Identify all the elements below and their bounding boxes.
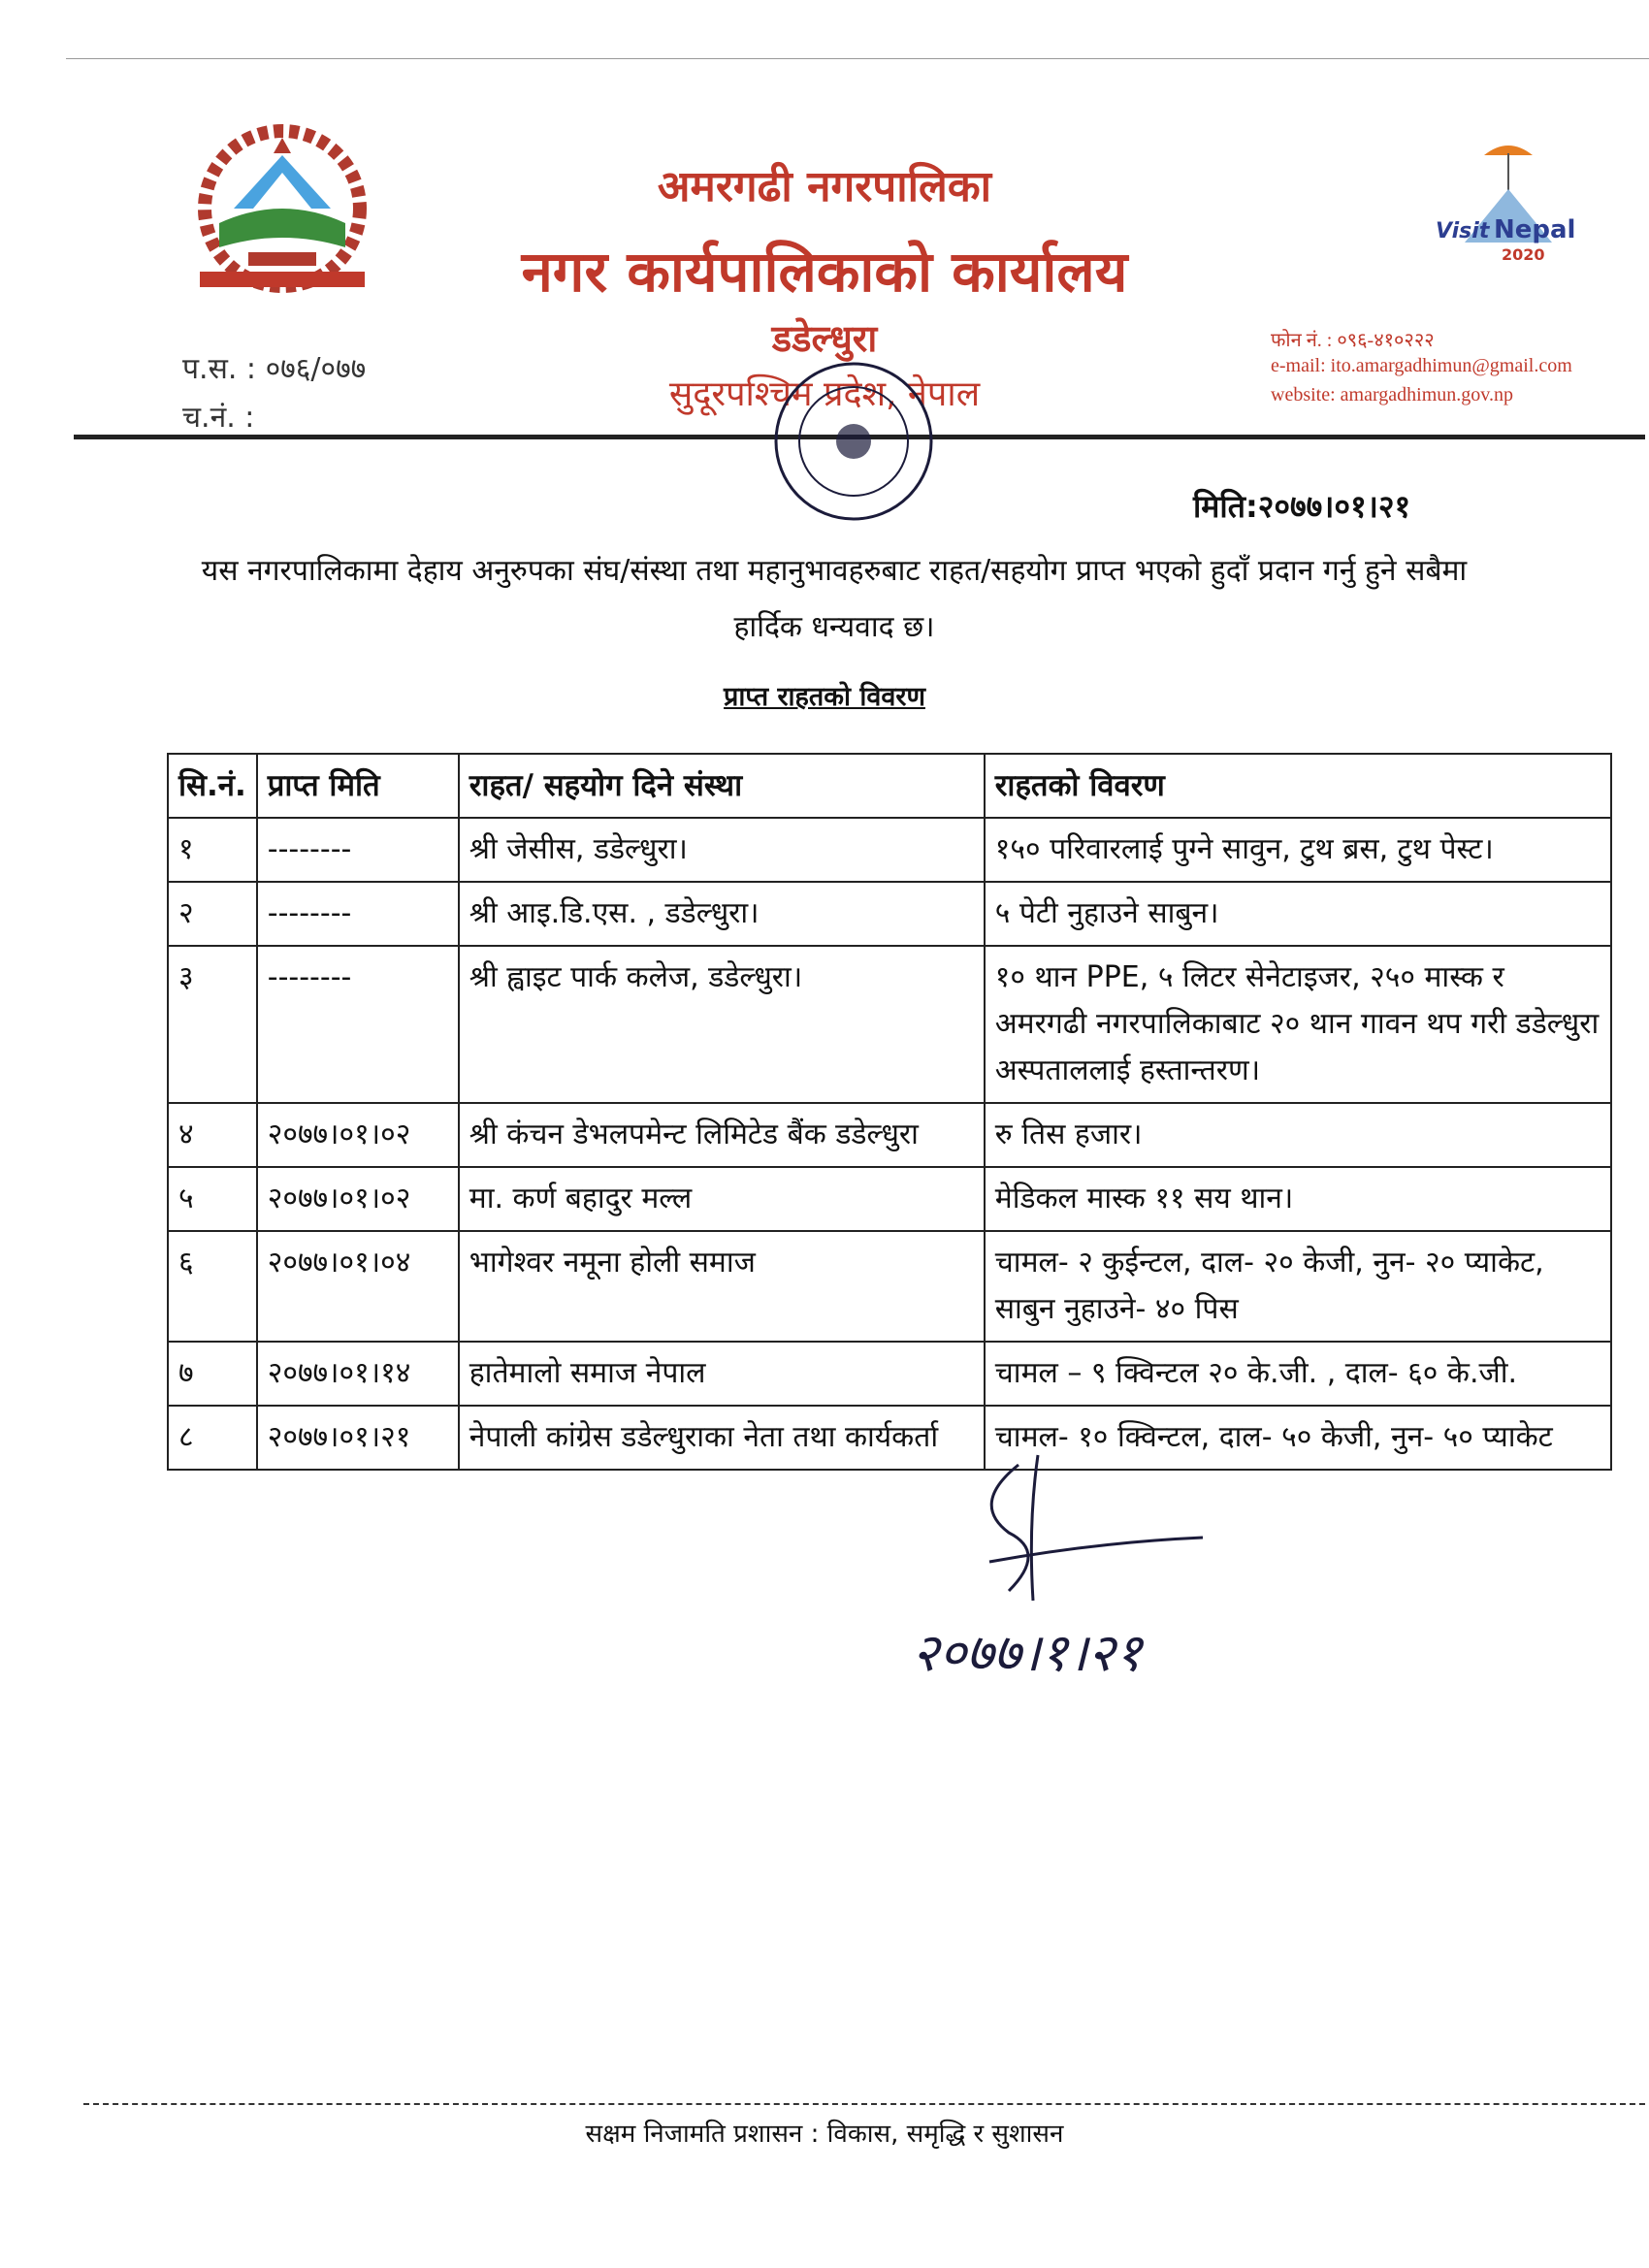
table-row: [168, 946, 1611, 1103]
reference-number: प.स. : ०७६/०७७: [182, 352, 367, 386]
top-rule: [66, 58, 1649, 59]
cell-organization: श्री आइ.डि.एस. , डडेल्धुरा।: [459, 882, 985, 946]
header-date: प्राप्त मिति: [257, 754, 459, 818]
cell-serial: ७: [168, 1342, 257, 1406]
cell-serial: ८: [168, 1406, 257, 1470]
cell-organization: श्री ह्वाइट पार्क कलेज, डडेल्धुरा।: [459, 946, 985, 1103]
intro-paragraph: यस नगरपालिकामा देहाय अनुरुपका संघ/संस्था तथा महानुभावहरुबाट राहत/सहयोग प्राप्त भएको हुदाँ प्रदान गर्नु हुने सबैमा हार्दिक धन्यवाद छ।: [201, 554, 1468, 644]
dispatch-number: च.नं. :: [182, 401, 255, 435]
header-relief-detail: राहतको विवरण: [985, 754, 1611, 818]
cell-detail: चामल- २ कुईन्टल, दाल- २० केजी, नुन- २० प्याकेट, साबुन नुहाउने- ४० पिस: [985, 1231, 1611, 1342]
cell-organization: नेपाली कांग्रेस डडेल्धुराका नेता तथा कार्यकर्ता: [459, 1406, 985, 1470]
cell-serial: ६: [168, 1231, 257, 1342]
cell-serial: २: [168, 882, 257, 946]
cell-organization: हातेमालो समाज नेपाल: [459, 1342, 985, 1406]
cell-date: --------: [257, 882, 459, 946]
cell-detail: चामल- १० क्विन्टल, दाल- ५० केजी, नुन- ५० प्याकेट: [985, 1406, 1611, 1470]
municipality-title: अमरगढी नगरपालिका: [657, 162, 992, 211]
cell-detail: रु तिस हजार।: [985, 1103, 1611, 1167]
table-row: [168, 1342, 1611, 1406]
cell-detail: चामल – ९ क्विन्टल २० के.जी. , दाल- ६० के.जी.: [985, 1342, 1611, 1406]
svg-text:2020: 2020: [1502, 245, 1545, 264]
email-text: e-mail: ito.amargadhimun@gmail.com: [1271, 355, 1572, 376]
svg-text:Nepal: Nepal: [1494, 215, 1576, 244]
table-row: [168, 818, 1611, 882]
cell-date: २०७७।०१।२१: [257, 1406, 459, 1470]
cell-date: --------: [257, 818, 459, 882]
cell-detail: १० थान PPE, ५ लिटर सेनेटाइजर, २५० मास्क र अमरगढी नगरपालिकाबाट २० थान गावन थप गरी डडेल्धुरा अस्पताललाई हस्तान्तरण।: [985, 946, 1611, 1103]
office-title: नगर कार्यपालिकाको कार्यालय: [521, 239, 1128, 305]
table-row: [168, 1231, 1611, 1342]
signature-date: २०७७।१।२१: [912, 1622, 1143, 1683]
subtitle-text: प्राप्त राहतको विवरण: [724, 682, 925, 712]
visit-nepal-logo-icon: [1426, 136, 1591, 272]
svg-text:Visit: Visit: [1436, 219, 1490, 243]
cell-detail: १५० परिवारलाई पुग्ने सावुन, टुथ ब्रस, टुथ पेस्ट।: [985, 818, 1611, 882]
province-title: सुदूरपश्चिम प्रदेश, नेपाल: [668, 374, 981, 414]
cell-serial: ४: [168, 1103, 257, 1167]
website-text: website: amargadhimun.gov.np: [1271, 384, 1513, 405]
table-row: [168, 882, 1611, 946]
cell-detail: मेडिकल मास्क ११ सय थान।: [985, 1167, 1611, 1231]
cell-date: २०७७।०१।०४: [257, 1231, 459, 1342]
cell-organization: श्री कंचन डेभलपमेन्ट लिमिटेड बैंक डडेल्धुरा: [459, 1103, 985, 1167]
table-row: [168, 1103, 1611, 1167]
table-header-row: [168, 754, 1611, 818]
header-serial: सि.नं.: [168, 754, 257, 818]
handwritten-signature: [912, 1445, 1280, 1698]
cell-organization: मा. कर्ण बहादुर मल्ल: [459, 1167, 985, 1231]
footer-motto: सक्षम निजामति प्रशासन : विकास, समृद्धि र सुशासन: [585, 2120, 1064, 2149]
header-organization: राहत/ सहयोग दिने संस्था: [459, 754, 985, 818]
cell-date: २०७७।०१।१४: [257, 1342, 459, 1406]
letter-date: मिति:२०७७।०१।२१: [1193, 488, 1411, 525]
phone-text: फोन नं. : ०९६-४१०२२२: [1271, 330, 1435, 351]
cell-date: २०७७।०१।०२: [257, 1103, 459, 1167]
cell-detail: ५ पेटी नुहाउने साबुन।: [985, 882, 1611, 946]
cell-date: २०७७।०१।०२: [257, 1167, 459, 1231]
table-row: [168, 1167, 1611, 1231]
table-row: [168, 1406, 1611, 1470]
cell-serial: १: [168, 818, 257, 882]
cell-organization: भागेश्वर नमूना होली समाज: [459, 1231, 985, 1342]
footer-rule: [83, 2103, 1645, 2105]
district-title: डडेल्धुरा: [771, 317, 878, 360]
section-subtitle: [0, 677, 1649, 713]
cell-serial: ५: [168, 1167, 257, 1231]
cell-organization: श्री जेसीस, डडेल्धुरा।: [459, 818, 985, 882]
relief-table: [167, 753, 1612, 1471]
office-seal-stamp: [737, 349, 970, 534]
cell-serial: ३: [168, 946, 257, 1103]
cell-date: --------: [257, 946, 459, 1103]
